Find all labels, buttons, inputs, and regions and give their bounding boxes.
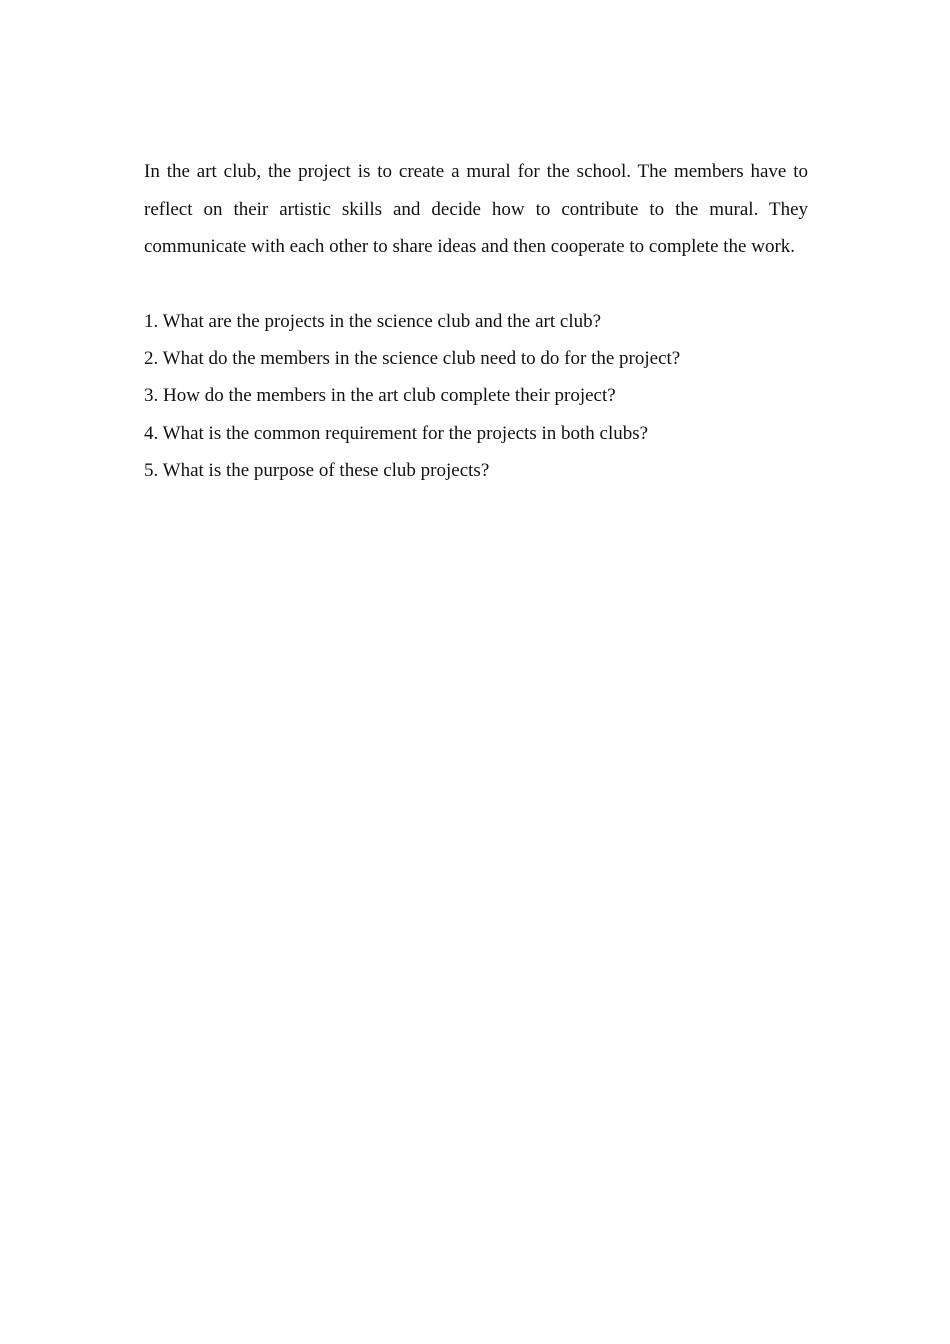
question-item: 4. What is the common requirement for the projects in both clubs? [144, 422, 649, 444]
document-content [144, 153, 808, 490]
question-item: 2. What do the members in the science club need to do for the project? [144, 347, 681, 369]
question-item: 3. How do the members in the art club complete their project? [144, 385, 616, 407]
question-list [144, 303, 808, 490]
question-item: 5. What is the purpose of these club projects? [144, 460, 490, 482]
question-item: 1. What are the projects in the science club and the art club? [144, 310, 602, 332]
passage-paragraph: In the art club, the project is to create a mural for the school. The members have to reflect on their artistic skills and decide how to contribute to the mural. They communicate with each other to share ideas and then cooperate to complete the work. [144, 161, 808, 257]
